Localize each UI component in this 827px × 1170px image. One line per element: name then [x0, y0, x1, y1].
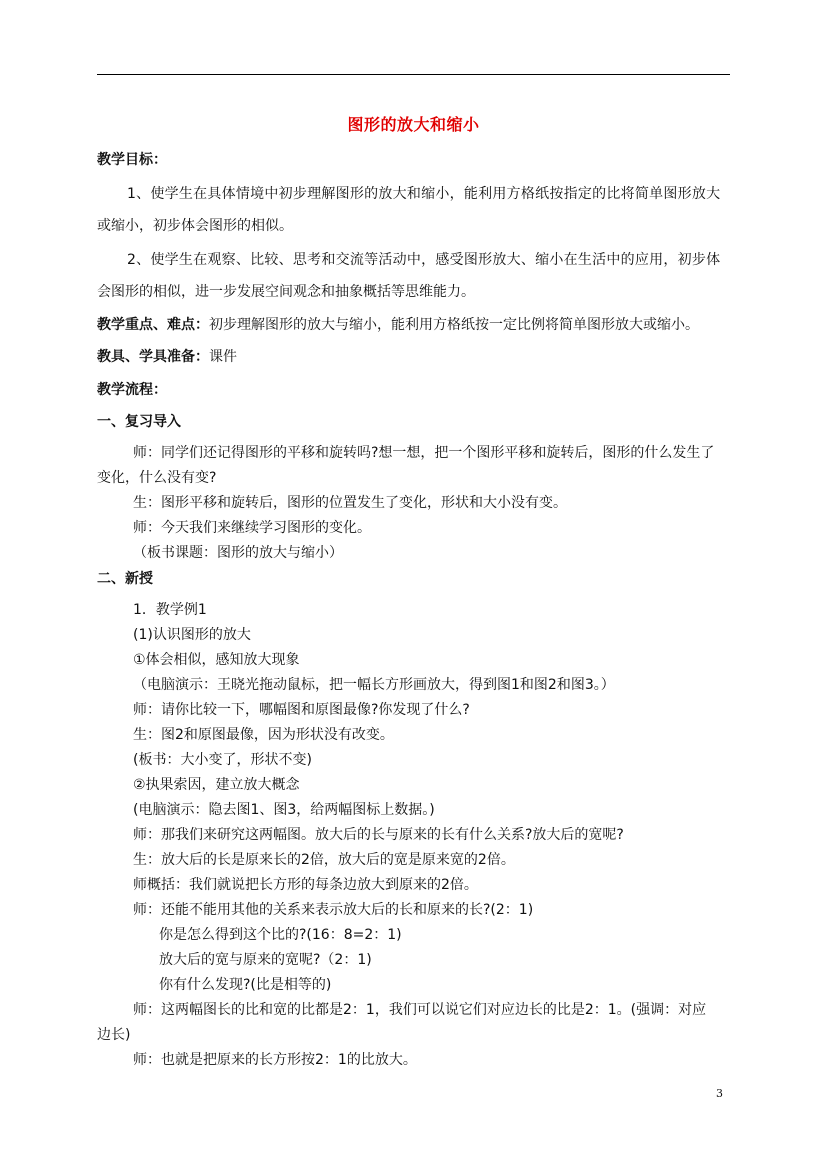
materials-label: 教具、学具准备： [97, 349, 209, 365]
section-heading-review: 一、复习导入 [97, 414, 181, 430]
dialogue-line: 放大后的宽与原来的宽呢?（2：1) [159, 952, 372, 968]
dialogue-line: 师概括：我们就说把长方形的每条边放大到原来的2倍。 [133, 877, 478, 893]
dialogue-line: (电脑演示：隐去图1、图3，给两幅图标上数据。) [133, 802, 435, 818]
dialogue-line: 师：这两幅图长的比和宽的比都是2：1，我们可以说它们对应边长的比是2：1。(强调：对应 [133, 1002, 707, 1018]
section-heading-objectives: 教学目标： [97, 152, 167, 168]
dialogue-line: 师：请你比较一下，哪幅图和原图最像?你发现了什么? [133, 702, 470, 718]
dialogue-line: 边长) [97, 1027, 131, 1043]
paragraph-line: 2、使学生在观察、比较、思考和交流等活动中，感受图形放大、缩小在生活中的应用，初步体 [127, 252, 721, 268]
dialogue-line: 你是怎么得到这个比的?(16：8=2：1) [159, 927, 402, 943]
dialogue-line: 师：那我们来研究这两幅图。放大后的长与原来的长有什么关系?放大后的宽呢? [133, 827, 624, 843]
key-points-line [97, 315, 699, 335]
materials-line [97, 347, 237, 367]
header-rule [97, 74, 730, 75]
dialogue-line: （电脑演示：王晓光拖动鼠标，把一幅长方形画放大，得到图1和图2和图3。） [133, 677, 615, 693]
materials-text: 课件 [209, 349, 237, 365]
dialogue-line: 师：今天我们来继续学习图形的变化。 [133, 520, 371, 536]
paragraph-line: 1、使学生在具体情境中初步理解图形的放大和缩小，能利用方格纸按指定的比将简单图形放大 [127, 186, 721, 202]
list-item: (1)认识图形的放大 [133, 627, 251, 643]
section-heading-process: 教学流程： [97, 382, 167, 398]
dialogue-line: 你有什么发现?(比是相等的) [159, 977, 332, 993]
paragraph-line: 会图形的相似，进一步发展空间观念和抽象概括等思维能力。 [97, 284, 475, 300]
document-title: 图形的放大和缩小 [347, 115, 480, 134]
dialogue-line: 师：同学们还记得图形的平移和旋转吗?想一想，把一个图形平移和旋转后，图形的什么发生了 [133, 445, 715, 461]
dialogue-line: 变化，什么没有变? [97, 470, 217, 486]
key-points-label: 教学重点、难点： [97, 317, 209, 333]
page-number: 3 [716, 1087, 723, 1100]
list-item: ②执果索因，建立放大概念 [133, 777, 300, 793]
board-note-line: (板书：大小变了，形状不变) [133, 752, 312, 768]
dialogue-line: 师：还能不能用其他的关系来表示放大后的长和原来的长?(2：1) [133, 902, 534, 918]
list-item: 1．教学例1 [133, 602, 207, 618]
key-points-text: 初步理解图形的放大与缩小，能利用方格纸按一定比例将简单图形放大或缩小。 [209, 317, 699, 333]
dialogue-line: 生：图形平移和旋转后，图形的位置发生了变化，形状和大小没有变。 [133, 495, 567, 511]
dialogue-line: 师：也就是把原来的长方形按2：1的比放大。 [133, 1052, 417, 1068]
paragraph-line: 或缩小，初步体会图形的相似。 [97, 218, 293, 234]
board-note-line: （板书课题：图形的放大与缩小） [133, 545, 343, 561]
list-item: ①体会相似，感知放大现象 [133, 652, 300, 668]
dialogue-line: 生：放大后的长是原来长的2倍，放大后的宽是原来宽的2倍。 [133, 852, 515, 868]
section-heading-new-lesson: 二、新授 [97, 571, 153, 587]
dialogue-line: 生：图2和原图最像，因为形状没有改变。 [133, 727, 394, 743]
